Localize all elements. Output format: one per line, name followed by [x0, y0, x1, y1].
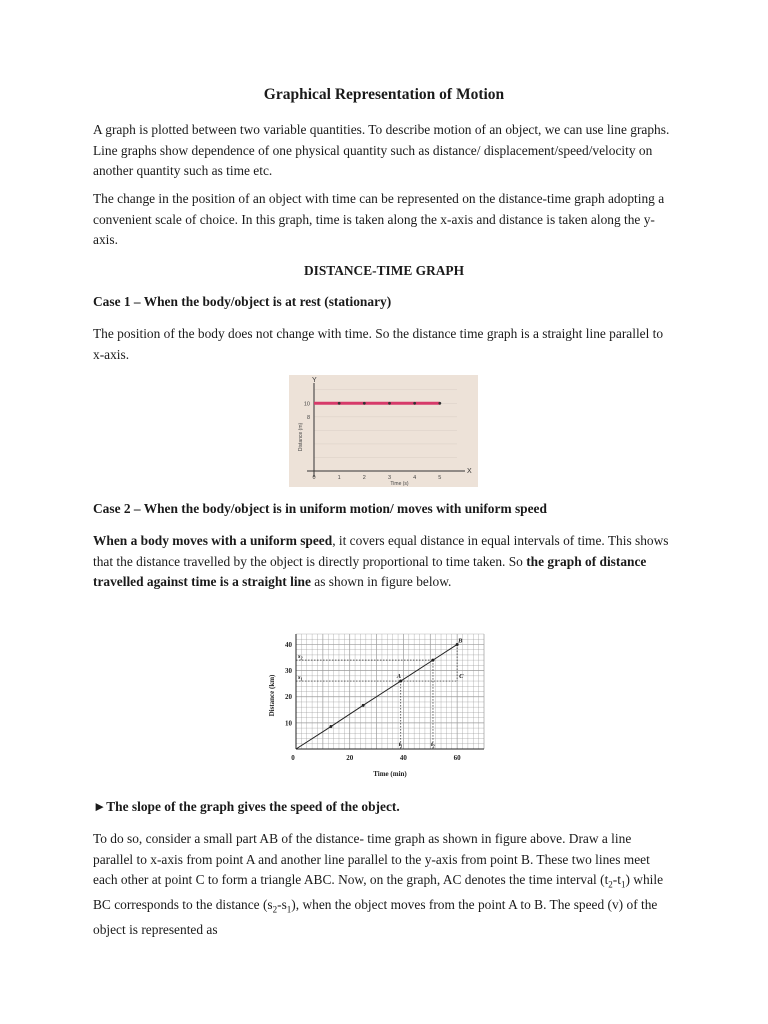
x-axis-label: Time (min)	[373, 770, 407, 778]
final-text-1: To do so, consider a small part AB of the distance- time graph as shown in figure above. Draw a line parallel to x-axis from point A and another line parallel to the y-axis from point B. These two lines meet each other at point C to form a triangle ABC. Now, on the graph, AC denotes the time interval (t	[93, 831, 650, 887]
s1-label: s₁	[298, 674, 303, 682]
speed-explanation-paragraph	[93, 829, 673, 941]
point-b-label: B	[458, 637, 463, 645]
y-axis-letter: Y	[312, 377, 317, 384]
uniform-speed-distance-time-graph	[262, 631, 514, 781]
distance-time-paragraph: The change in the position of an object with time can be represented on the distance-time graph adopting a convenient scale of choice. In this graph, time is taken along the x-axis and distance is taken along the y-axis.	[93, 191, 665, 247]
case1-heading: Case 1 – When the body/object is at rest (stationary)	[93, 294, 392, 309]
data-point	[388, 402, 391, 405]
x-axis-letter: X	[467, 468, 472, 475]
x-tick-label: 20	[346, 754, 354, 762]
x-axis-label: Time (s)	[390, 481, 409, 487]
case2-bold-2: the graph of distance travelled against time is a straight line	[93, 553, 647, 589]
subscript-t2: 2	[608, 879, 613, 890]
y-tick-label: 40	[285, 640, 292, 649]
case1-paragraph: The position of the body does not change with time. So the distance time graph is a straight line parallel to x-axis.	[93, 326, 664, 362]
x-tick-label: 2	[362, 475, 366, 481]
y-axis-label: Distance (km)	[268, 674, 276, 717]
x-tick-label: 40	[399, 754, 407, 762]
rest-distance-time-graph	[289, 375, 478, 487]
x-tick-label: 1	[337, 475, 341, 481]
subscript-s1: 1	[286, 904, 292, 915]
s2-label: s₂	[298, 653, 303, 661]
case2-text-1: , it covers equal distance in equal intervals of time. This shows that the distance travelled by the object is directly proportional to time taken. So	[93, 533, 669, 569]
x-tick-label: 0	[312, 475, 316, 481]
final-text-3: ) while BC corresponds to the distance (s	[93, 872, 664, 913]
subscript-t1: 1	[620, 879, 626, 890]
figure-background	[289, 375, 478, 487]
data-point	[438, 402, 441, 405]
data-point	[338, 402, 341, 405]
y-tick-label: 10	[303, 401, 310, 408]
y-tick-label: 10	[285, 719, 292, 728]
data-point	[362, 704, 365, 707]
intro-paragraph: A graph is plotted between two variable quantities. To describe motion of an object, we can use line graphs. Line graphs show dependence of one physical quantity such as distance/ displacement/speed/velocity on another quantity such as time etc.	[93, 122, 670, 178]
page-title: Graphical Representation of Motion	[263, 86, 505, 103]
subscript-s2: 2	[272, 904, 278, 915]
section-heading: DISTANCE-TIME GRAPH	[303, 263, 465, 278]
y-tick-label: 30	[285, 667, 292, 676]
final-text-2: -t	[612, 872, 621, 887]
x-tick-label: 3	[387, 475, 392, 481]
case2-paragraph	[93, 531, 673, 593]
final-text-5: ), when the object moves from the point A to B. The speed (v) of the object is represented as	[93, 897, 658, 938]
x-tick-label: 4	[413, 475, 417, 481]
final-text-4: -s	[277, 897, 287, 913]
x-tick-label: 60	[453, 754, 461, 762]
data-point	[431, 659, 434, 662]
data-point	[413, 402, 416, 405]
t2-label: t₂	[430, 741, 436, 748]
case2-heading: Case 2 – When the body/object is in uniform motion/ moves with uniform speed	[93, 501, 547, 516]
data-point	[363, 402, 366, 405]
case2-bold-1: When a body moves with a uniform speed	[93, 533, 333, 548]
y-tick-label: 8	[306, 414, 310, 421]
point-c-label: C	[459, 673, 464, 681]
x-tick-label: 5	[438, 475, 442, 481]
t1-label: t₁	[398, 741, 403, 748]
point-a-label: A	[396, 673, 402, 681]
y-axis-label: Distance (m)	[298, 422, 304, 452]
data-point	[329, 725, 332, 728]
x-tick-label: 0	[291, 754, 295, 762]
slope-heading: ►The slope of the graph gives the speed of the object.	[93, 799, 400, 814]
y-tick-label: 20	[285, 693, 292, 702]
case2-text-2: as shown in figure below.	[310, 574, 452, 589]
